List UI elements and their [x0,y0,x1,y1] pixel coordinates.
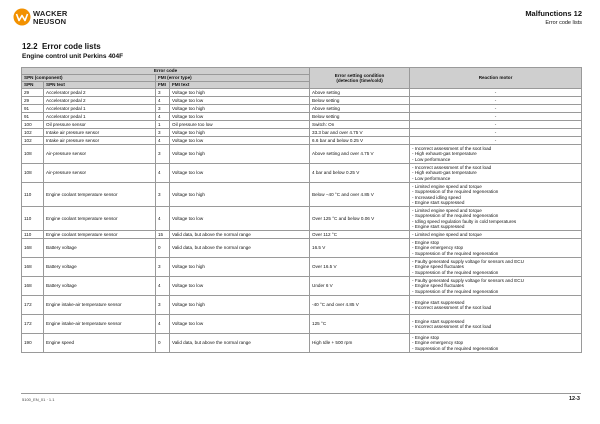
table-row [22,113,582,121]
cell-condition: 125 °C [310,315,410,334]
cell-reaction: - Engine stop - Engine emergency stop - Suppression of the required regeneration [410,334,582,353]
cell-fmi: 1 [156,121,170,129]
cell-reaction: - [410,105,582,113]
cell-fmi: 4 [156,164,170,183]
cell-fmi-text: Voltage too high [170,183,310,207]
cell-condition: -40 °C and over 4.85 V [310,296,410,315]
cell-condition: 16.5 V [310,239,410,258]
cell-reaction: - Faulty generated supply voltage for sensors and ECU - Engine speed fluctuates - Suppression of the required regeneration [410,258,582,277]
header-fmi-group: FMI (error type) [156,75,310,82]
header-spn: SPN [22,82,44,89]
brand-word-2: NEUSON [33,17,67,26]
cell-spn-text: Accelerator pedal 2 [44,97,156,105]
header-fmi-text: FMI text [170,82,310,89]
table-row [22,296,582,315]
cell-fmi-text: Voltage too high [170,105,310,113]
cell-fmi-text: Valid data, but above the normal range [170,239,310,258]
table-row [22,231,582,239]
cell-fmi: 0 [156,334,170,353]
cell-reaction: - Engine stop - Engine emergency stop - Suppression of the required regeneration [410,239,582,258]
cell-spn: 172 [22,315,44,334]
cell-spn: 29 [22,97,44,105]
cell-reaction: - [410,121,582,129]
cell-spn: 168 [22,258,44,277]
error-code-table [21,67,582,353]
footer-page-number: 12-3 [568,396,580,402]
cell-spn: 29 [22,89,44,97]
cell-spn: 110 [22,183,44,207]
cell-reaction: - Incorrect assessment of the soot load - High exhaust-gas temperature - Low performance [410,145,582,164]
table-row [22,315,582,334]
cell-spn: 102 [22,129,44,137]
table-row [22,137,582,145]
cell-fmi: 3 [156,258,170,277]
cell-fmi: 4 [156,137,170,145]
table-row [22,334,582,353]
cell-condition: Switch: On [310,121,410,129]
cell-fmi: 3 [156,183,170,207]
header-chapter-block [525,9,582,26]
cell-condition: Above setting [310,89,410,97]
cell-reaction: - Limited engine speed and torque [410,231,582,239]
table-row [22,97,582,105]
cell-spn: 91 [22,105,44,113]
table-row [22,164,582,183]
cell-fmi-text: Voltage too high [170,89,310,97]
cell-spn-text: Engine speed [44,334,156,353]
cell-spn-text: Engine coolant temperature sensor [44,207,156,231]
cell-fmi-text: Valid data, but above the normal range [170,334,310,353]
cell-spn-text: Accelerator pedal 2 [44,89,156,97]
cell-spn: 110 [22,207,44,231]
header-reaction: Reaction motor [410,68,582,89]
table-row [22,277,582,296]
subheading: Engine control unit Perkins 404F [22,53,124,60]
table-row [22,121,582,129]
cell-fmi-text: Voltage too low [170,315,310,334]
cell-fmi-text: Voltage too high [170,296,310,315]
header-condition: Error setting condition (detection (time/cold) [310,68,410,89]
cell-spn-text: Intake air pressure sensor [44,129,156,137]
table-row [22,129,582,137]
cell-condition: Over 125 °C and below 0.06 V [310,207,410,231]
cell-condition: Below setting [310,97,410,105]
table-row [22,89,582,97]
cell-fmi: 4 [156,315,170,334]
header-spn-text: SPN text [44,82,156,89]
cell-fmi: 3 [156,129,170,137]
footer-rule [21,393,581,394]
cell-condition: High Idle + 500 rpm [310,334,410,353]
table-row [22,183,582,207]
cell-fmi-text: Voltage too low [170,164,310,183]
footer-doc-ref: 5100_EN_01 · 1.1 [22,397,55,402]
cell-reaction: - Faulty generated supply voltage for sensors and ECU - Engine speed fluctuates - Suppression of the required regeneration [410,277,582,296]
cell-spn-text: Accelerator pedal 1 [44,105,156,113]
cell-fmi: 4 [156,277,170,296]
cell-reaction: - Incorrect assessment of the soot load - High exhaust-gas temperature - Low performance [410,164,582,183]
section-title: Error code lists [42,42,101,51]
cell-fmi-text: Voltage too low [170,207,310,231]
cell-condition: Below setting [310,113,410,121]
cell-condition: Over 112 °C [310,231,410,239]
cell-fmi: 15 [156,231,170,239]
cell-fmi: 3 [156,89,170,97]
page-header [0,0,600,36]
cell-fmi: 4 [156,207,170,231]
cell-spn: 108 [22,145,44,164]
cell-spn: 100 [22,121,44,129]
table-body [22,89,582,353]
cell-fmi-text: Voltage too low [170,277,310,296]
cell-fmi: 3 [156,145,170,164]
cell-spn: 190 [22,334,44,353]
cell-fmi: 0 [156,239,170,258]
cell-spn: 168 [22,239,44,258]
table-row [22,239,582,258]
cell-fmi-text: Oil pressure too low [170,121,310,129]
cell-reaction: - Engine start suppressed - Incorrect assessment of the soot load [410,315,582,334]
header-spn-component: SPN (component) [22,75,156,82]
cell-condition: Above setting and over 4.75 V [310,145,410,164]
cell-spn: 102 [22,137,44,145]
cell-spn: 110 [22,231,44,239]
cell-spn-text: Battery voltage [44,258,156,277]
cell-spn-text: Air-pressure sensor [44,145,156,164]
cell-fmi: 4 [156,97,170,105]
cell-condition: 6.6 bar and below 0.25 V [310,137,410,145]
cell-spn-text: Battery voltage [44,239,156,258]
cell-spn-text: Battery voltage [44,277,156,296]
cell-reaction: - [410,89,582,97]
cell-condition: 4 bar and below 0.25 V [310,164,410,183]
cell-reaction: - Limited engine speed and torque - Suppression of the required regeneration - Increased idling speed - Engine start suppressed [410,183,582,207]
brand-word-1: WACKER [33,9,68,18]
cell-spn: 91 [22,113,44,121]
chapter-title: Malfunctions 12 [525,9,582,18]
cell-reaction: - Limited engine speed and torque - Suppression of the required regeneration - Idling speed regulation faulty in cold temperatures - Engine start suppressed [410,207,582,231]
cell-fmi-text: Voltage too high [170,129,310,137]
cell-fmi-text: Voltage too low [170,137,310,145]
cell-fmi-text: Voltage too high [170,145,310,164]
cell-fmi-text: Voltage too low [170,97,310,105]
cell-fmi-text: Voltage too low [170,113,310,121]
cell-fmi-text: Valid data, but above the normal range [170,231,310,239]
cell-spn-text: Engine intake-air temperature sensor [44,315,156,334]
wacker-neuson-logo-icon [13,8,31,26]
cell-condition: Above setting [310,105,410,113]
cell-spn: 172 [22,296,44,315]
cell-reaction: - [410,129,582,137]
cell-spn-text: Air-pressure sensor [44,164,156,183]
cell-spn-text: Engine intake-air temperature sensor [44,296,156,315]
header-fmi: FMI [156,82,170,89]
cell-spn-text: Accelerator pedal 1 [44,113,156,121]
table-row [22,105,582,113]
table-row [22,258,582,277]
cell-spn-text: Engine coolant temperature sensor [44,183,156,207]
cell-spn-text: Intake air pressure sensor [44,137,156,145]
cell-spn: 108 [22,164,44,183]
cell-condition: Below −40 °C and over 4.85 V [310,183,410,207]
brand-logo [13,8,73,28]
section-heading [22,42,101,51]
cell-fmi-text: Voltage too high [170,258,310,277]
cell-reaction: - [410,137,582,145]
header-error-code: Error code [22,68,310,75]
cell-condition: 33.3 bar and over 4.75 V [310,129,410,137]
cell-condition: Over 16.5 V [310,258,410,277]
cell-fmi: 3 [156,296,170,315]
table-row [22,207,582,231]
cell-reaction: - Engine start suppressed - Incorrect assessment of the soot load [410,296,582,315]
cell-reaction: - [410,97,582,105]
cell-fmi: 4 [156,113,170,121]
cell-condition: Under 6 V [310,277,410,296]
cell-reaction: - [410,113,582,121]
cell-spn-text: Engine coolant temperature sensor [44,231,156,239]
chapter-subtitle: Error code lists [545,20,582,26]
cell-spn: 168 [22,277,44,296]
table-row [22,145,582,164]
cell-fmi: 3 [156,105,170,113]
cell-spn-text: Oil pressure sensor [44,121,156,129]
section-number: 12.2 [22,42,38,51]
